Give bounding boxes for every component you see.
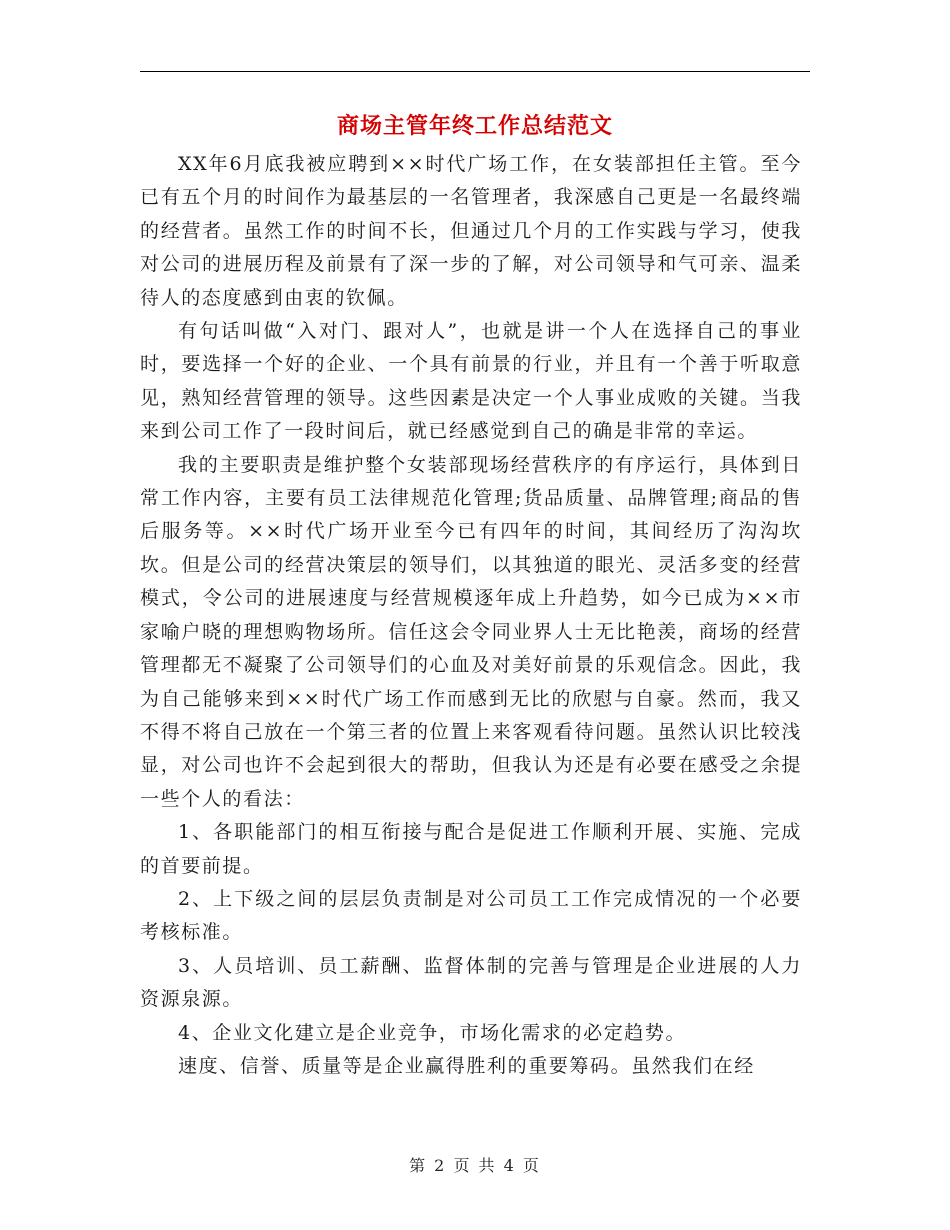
paragraph-2: 有句话叫做“入对门、跟对人”，也就是讲一个人在选择自己的事业时，要选择一个好的企业、一个具有前景的行业，并且有一个善于听取意见，熟知经营管理的领导。这些因素是决定一个人事业成败的关键。当我来到公司工作了一段时间后，就已经感觉到自己的确是非常的幸运。 (140, 320, 802, 443)
page-footer: 第 2 页 共 4 页 (409, 1156, 541, 1175)
document-title: 商场主管年终工作总结范文 (336, 113, 613, 139)
list-item-3: 3、人员培训、员工薪酬、监督体制的完善与管理是企业进展的人力资源泉源。 (140, 954, 802, 1011)
paragraph-3: 我的主要职责是维护整个女装部现场经营秩序的有序运行，具体到日常工作内容，主要有员工法律规范化管理;货品质量、品牌管理;商品的售后服务等。××时代广场开业至今已有四年的时间，其间经历了沟沟坎坎。但是公司的经营决策层的领导们，以其独道的眼光、灵活多变的经营模式，令公司的进展速度与经营规模逐年成上升趋势，如今已成为××市家喻户晓的理想购物场所。信任这会令同业界人士无比艳羡，商场的经营管理都无不凝聚了公司领导们的心血及对美好前景的乐观信念。因此，我为自己能够来到××时代广场工作而感到无比的欣慰与自豪。然而，我又不得不将自己放在一个第三者的位置上来客观看待问题。虽然认识比较浅显，对公司也许不会起到很大的帮助，但我认为还是有必要在感受之余提一些个人的看法： (140, 453, 802, 810)
document-body (140, 148, 802, 1083)
list-item-2: 2、上下级之间的层层负责制是对公司员工工作完成情况的一个必要考核标准。 (140, 887, 802, 944)
paragraph-1: XX年6月底我被应聘到××时代广场工作，在女装部担任主管。至今已有五个月的时间作为最基层的一名管理者，我深感自己更是一名最终端的经营者。虽然工作的时间不长，但通过几个月的工作实践与学习，使我对公司的进展历程及前景有了深一步的了解，对公司领导和气可亲、温柔待人的态度感到由衷的钦佩。 (140, 153, 802, 309)
header-rule (140, 71, 810, 72)
list-item-1: 1、各职能部门的相互衔接与配合是促进工作顺利开展、实施、完成的首要前提。 (140, 821, 802, 877)
paragraph-4: 速度、信誉、质量等是企业赢得胜利的重要筹码。虽然我们在经 (178, 1054, 755, 1077)
list-item-4: 4、企业文化建立是企业竞争，市场化需求的必定趋势。 (178, 1021, 687, 1044)
